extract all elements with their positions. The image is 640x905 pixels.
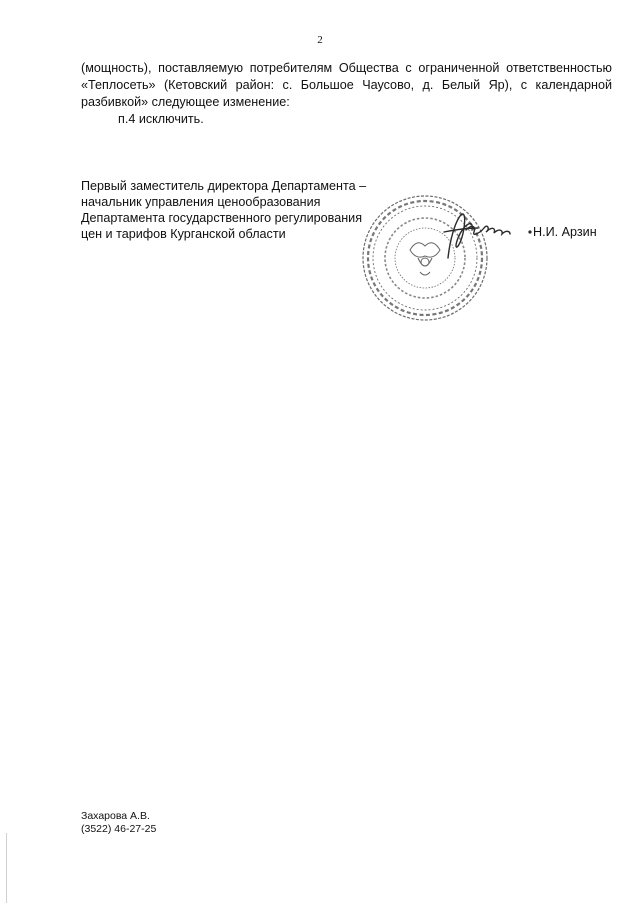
signer-name: Н.И. Арзин [533, 225, 597, 239]
executor-info [81, 810, 156, 836]
body-item: п.4 исключить. [118, 112, 204, 126]
page-number: 2 [317, 34, 323, 46]
handwritten-signature [444, 214, 531, 258]
signature-title-line: Департамента государственного регулирования [81, 211, 363, 225]
emblem-icon [410, 243, 440, 275]
signature-title-line: начальник управления ценообразования [81, 195, 321, 209]
body-paragraph: (мощность), поставляемую потребителям Общества с ограниченной ответственностью «Теплосеть» (Кетовский район: с. Большое Чаусово, д. Белый Яр), с календарной разбивкой» следующее изменение: [81, 61, 612, 109]
official-stamp [340, 180, 540, 330]
scan-edge-mark [6, 833, 7, 903]
executor-phone: (3522) 46-27-25 [81, 823, 157, 835]
signature-title-line: Первый заместитель директора Департамента – [81, 179, 367, 193]
signature-title-line: цен и тарифов Курганской области [81, 227, 286, 241]
body-text [81, 60, 612, 128]
executor-name: Захарова А.В. [81, 810, 150, 822]
